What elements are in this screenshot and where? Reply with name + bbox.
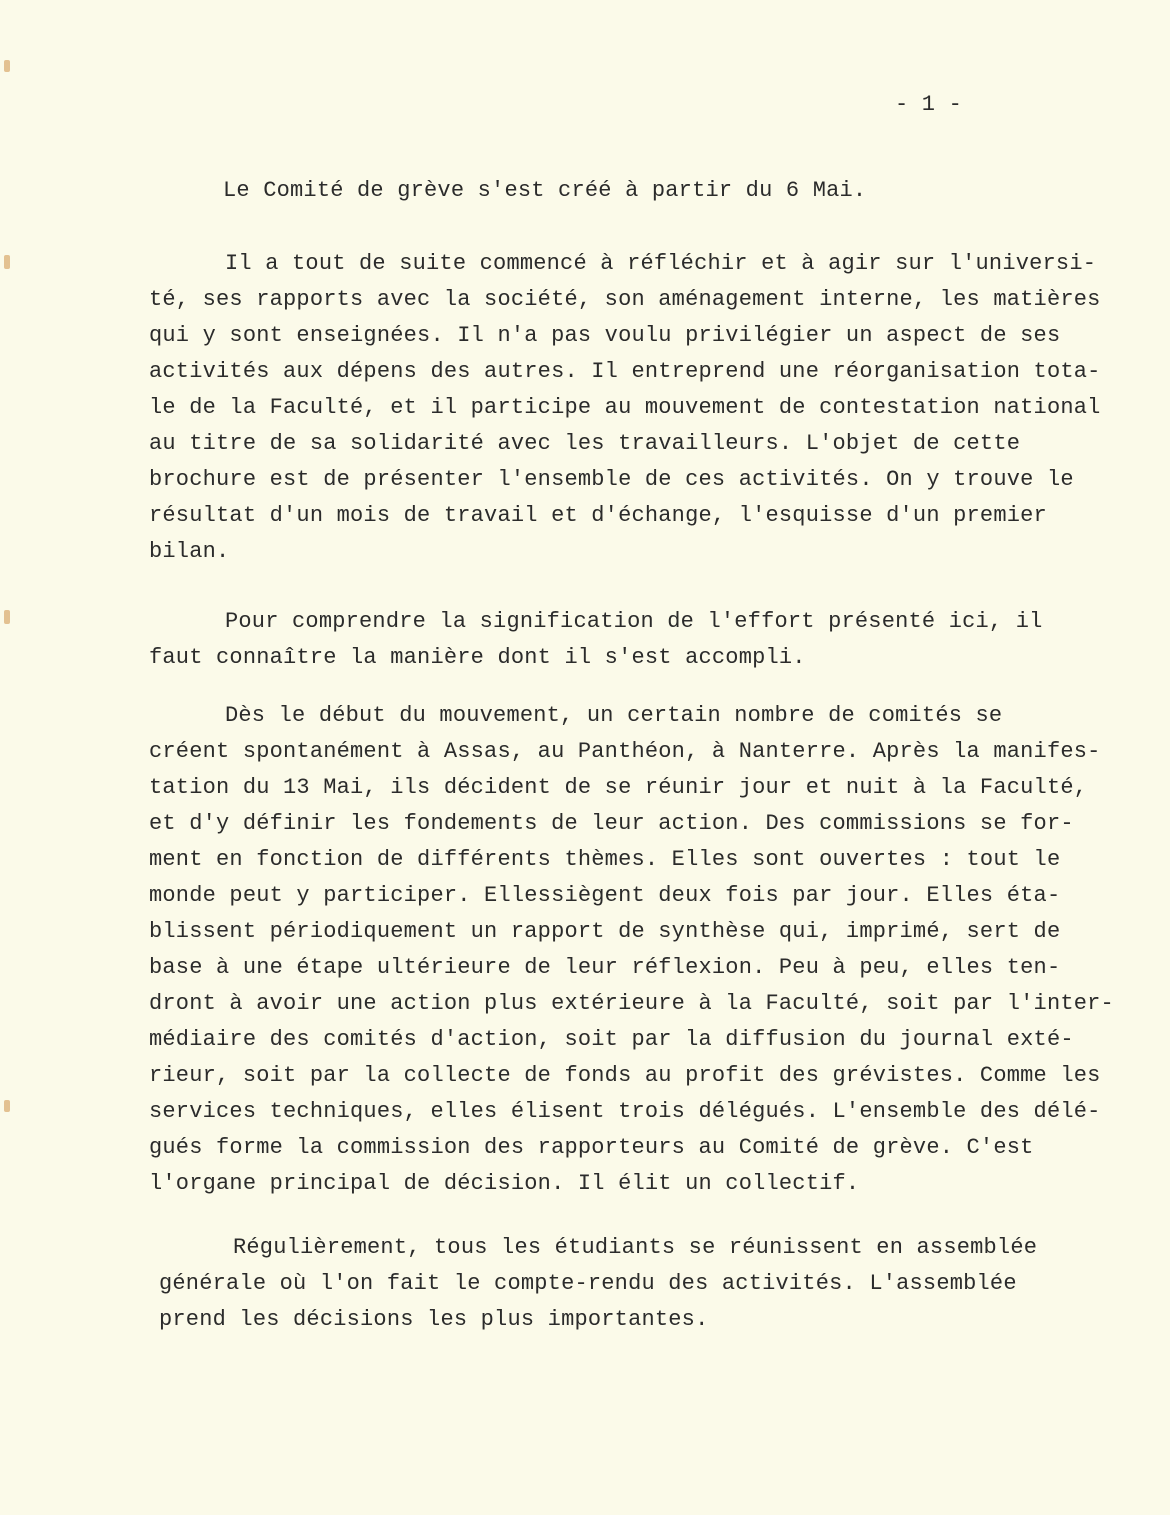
text-line: générale où l'on fait le compte-rendu des activités. L'assemblée — [159, 1271, 1017, 1296]
paper-edge-mark — [4, 60, 10, 72]
text-line: dront à avoir une action plus extérieure à la Faculté, soit par l'inter- — [149, 991, 1114, 1016]
text-line: le de la Faculté, et il participe au mouvement de contestation national — [149, 395, 1101, 420]
text-line: bilan. — [149, 539, 230, 564]
text-line: Régulièrement, tous les étudiants se réunissent en assemblée — [233, 1235, 1038, 1260]
text-line: Pour comprendre la signification de l'effort présenté ici, il — [225, 609, 1043, 634]
text-line: brochure est de présenter l'ensemble de ces activités. On y trouve le — [149, 467, 1074, 492]
text-line: résultat d'un mois de travail et d'échange, l'esquisse d'un premier — [149, 503, 1047, 528]
paper-edge-mark — [4, 610, 10, 624]
text-line: l'organe principal de décision. Il élit un collectif. — [149, 1171, 860, 1196]
text-line: créent spontanément à Assas, au Panthéon, à Nanterre. Après la manifes- — [149, 739, 1101, 764]
text-line: base à une étape ultérieure de leur réflexion. Peu à peu, elles ten- — [149, 955, 1061, 980]
text-line: qui y sont enseignées. Il n'a pas voulu privilégier un aspect de ses — [149, 323, 1061, 348]
text-line: faut connaître la manière dont il s'est accompli. — [149, 645, 806, 670]
text-line: prend les décisions les plus importantes. — [159, 1307, 709, 1332]
paper-edge-mark — [4, 1100, 10, 1112]
paper-edge-mark — [4, 255, 10, 269]
text-line: monde peut y participer. Ellessiègent deux fois par jour. Elles éta- — [149, 883, 1061, 908]
text-line: gués forme la commission des rapporteurs au Comité de grève. C'est — [149, 1135, 1034, 1160]
text-line: et d'y définir les fondements de leur action. Des commissions se for- — [149, 811, 1074, 836]
text-line: tation du 13 Mai, ils décident de se réunir jour et nuit à la Faculté, — [149, 775, 1088, 800]
text-line: Il a tout de suite commencé à réfléchir et à agir sur l'universi- — [225, 251, 1097, 276]
text-line: té, ses rapports avec la société, son aménagement interne, les matières — [149, 287, 1101, 312]
text-line: activités aux dépens des autres. Il entreprend une réorganisation tota- — [149, 359, 1101, 384]
page-number: - 1 - — [895, 92, 963, 117]
text-line: blissent périodiquement un rapport de synthèse qui, imprimé, sert de — [149, 919, 1061, 944]
text-line: Le Comité de grève s'est créé à partir du 6 Mai. — [223, 178, 867, 203]
text-line: médiaire des comités d'action, soit par la diffusion du journal exté- — [149, 1027, 1074, 1052]
text-line: au titre de sa solidarité avec les travailleurs. L'objet de cette — [149, 431, 1021, 456]
text-line: Dès le début du mouvement, un certain nombre de comités se — [225, 703, 1003, 728]
text-line: ment en fonction de différents thèmes. Elles sont ouvertes : tout le — [149, 847, 1061, 872]
text-line: rieur, soit par la collecte de fonds au profit des grévistes. Comme les — [149, 1063, 1101, 1088]
text-line: services techniques, elles élisent trois délégués. L'ensemble des délé- — [149, 1099, 1101, 1124]
